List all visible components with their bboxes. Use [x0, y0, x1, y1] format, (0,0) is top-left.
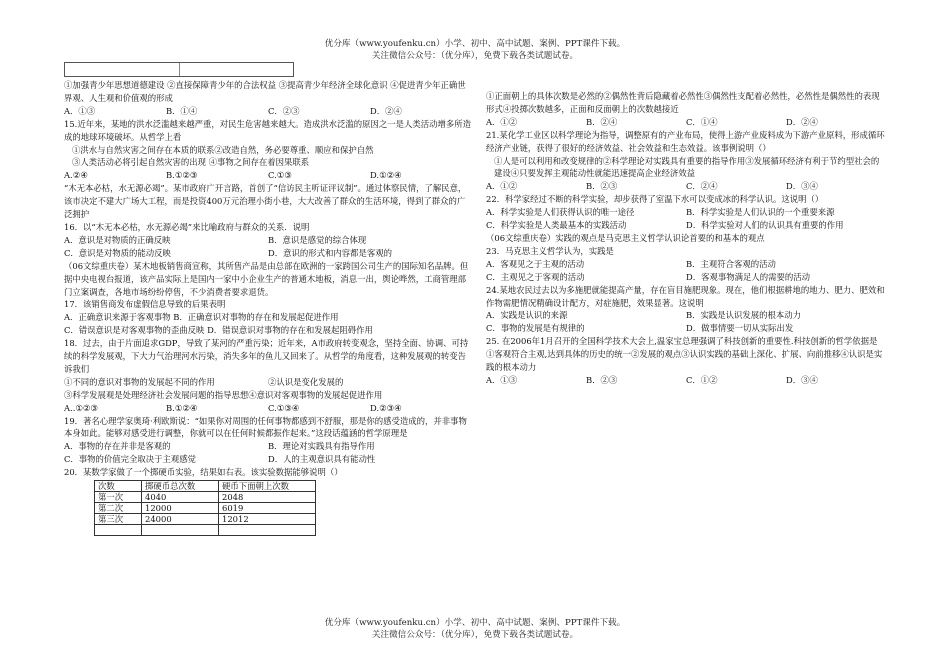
option: D．③④	[786, 374, 818, 385]
option: C．事物的发展是有规律的	[486, 323, 585, 334]
option: C．①④	[686, 116, 718, 127]
option: C．②③	[268, 105, 300, 116]
question-17: 17．该销售商发布虚假信息导致的后果表明	[64, 299, 226, 310]
table-cell: 第三次	[95, 514, 142, 525]
q18-options	[64, 402, 472, 415]
option: A..①②③	[64, 402, 98, 413]
header-line-1: 优分库（www.youfenku.cn）小学、初中、高中试题、案例、PPT课件下载。	[324, 39, 626, 49]
option: A．科学实验是人们获得认识的唯一途径	[486, 207, 635, 218]
q23-options-row-1	[486, 258, 886, 271]
option: C．事物的价值完全取决于主观感觉	[64, 454, 197, 465]
table-row	[95, 503, 316, 514]
table-cell: 24000	[142, 514, 219, 525]
table-header: 次数	[95, 481, 142, 492]
option: D．客观事物满足人的需要的活动	[686, 271, 810, 282]
intro-statements: ①加强青少年思想道德建设 ②直接保障青少年的合法权益 ③提高青少年经济全球化意识 ④促进青少年正确世界观、人生观和价值观的形成	[64, 80, 466, 103]
option: C.①③④	[268, 402, 300, 413]
table-header: 掷硬币总次数	[142, 481, 219, 492]
page-header	[0, 38, 950, 62]
table-cell: 4040	[142, 492, 219, 503]
question-16: 16．以“木无本必枯，水无源必竭”来比喻政府与群众的关系．说明	[64, 221, 310, 232]
question-25: 25. 在2006年1月召开的全国科学技术大会上,温家宝总理强调了科技创新的重要性.科技创新的哲学依据是	[486, 336, 878, 347]
option: C．科学实验是人类最基本的实践活动	[486, 220, 627, 231]
question-20: 20．某数学家做了一个掷硬币实验，结果如右表。该实验数据能够说明（）	[64, 467, 343, 478]
table-header-row	[95, 481, 316, 492]
question-23: 23．马克思主义哲学认为，实践是	[486, 245, 614, 256]
table-cell: 第一次	[95, 492, 142, 503]
q22-options-row-2	[486, 219, 886, 232]
q16-options-row-1	[64, 234, 472, 247]
q15-statements-b: ③人类活动必将引起自然灾害的出现 ④事物之间存在着因果联系	[72, 157, 310, 168]
q21-statements: ①人是可以利用和改变规律的②科学理论对实践具有重要的指导作用③发展循环经济有利于节约型社会的建设④只要发挥主观能动性就能迅速提高企业经济效益	[494, 155, 880, 179]
footer-line-2: 关注微信公众号：（优分库），免费下载各类试题试卷。	[371, 630, 579, 640]
option: D．人的主观意识具有能动性	[268, 454, 376, 465]
option: B．理论对实践具有指导作用	[268, 441, 375, 452]
q19-options-row-1	[64, 440, 472, 453]
option: B.①②③	[166, 170, 198, 181]
q22-options-row-1	[486, 206, 886, 219]
option: B．①④	[166, 105, 198, 116]
q17-options-a: A．正确意识来源于客观事物 B．正确意识对事物的存在和发展起促进作用	[64, 312, 339, 323]
option: B．主观符合客观的活动	[686, 258, 776, 269]
blank-cell	[65, 63, 180, 76]
option: D．做事情要一切从实际出发	[686, 323, 794, 334]
q24-options-row-2	[486, 322, 886, 335]
q23-context: （06文综重庆卷）实践的观点是马克思主义哲学认识论首要的和基本的观点	[486, 232, 765, 243]
table-row	[95, 492, 316, 503]
left-column	[64, 62, 472, 536]
option: A．客观见之于主观的活动	[486, 258, 585, 269]
question-19: 19．著名心理学家奥琦·利欧斯说：“如果你对周围的任何事物都感到不舒服，那是你的感受造成的，并非事物本身如此。能够对感受进行调整，你就可以在任何时候都振作起来。”这段话蕴涵的哲学原理是	[64, 415, 467, 439]
statement: ①不同的意识对事物的发展起不同的作用	[64, 376, 215, 387]
q19-options-row-2	[64, 453, 472, 466]
option: D．②④	[786, 116, 818, 127]
option: D．②④	[370, 105, 402, 116]
q20-options	[486, 116, 886, 129]
q25-options	[486, 374, 886, 387]
table-row	[95, 514, 316, 525]
option: B．科学实验是人们认识的一个重要来源	[686, 207, 835, 218]
table-header: 硬币下面朝上次数	[219, 481, 316, 492]
option: B．意识是感觉的综合体现	[268, 234, 367, 245]
option: C．意识是对物质的能动反映	[64, 247, 171, 258]
q24-options-row-1	[486, 309, 886, 322]
option: B.①②④	[166, 402, 198, 413]
intro-options	[64, 105, 472, 118]
q16-options-row-2	[64, 247, 472, 260]
option: A．实践是认识的来源	[486, 310, 568, 321]
question-18: 18．过去，由于片面追求GDP，导致了某河的严重污染；近年来，A市政府转变观念，坚持全面、协调、可持续的科学发展观，下大力气治理河水污染，消失多年的鱼儿又回来了。从哲学的角度看，这种发展观的转变告诉我们	[64, 338, 469, 374]
q17-options-b: C．错误意识是对客观事物的歪曲反映 D．错误意识对事物的存在和发展起阻碍作用	[64, 325, 373, 336]
question-22: 22．科学家经过不断的科学实验，却步获得了室温下水可以变成冰的科学认识。这说明（）	[486, 194, 824, 205]
question-24: 24.某地农民过去以为多施肥就能提高产量，存在盲目施肥现象。现在，他们根据耕地的地力、肥力、肥效和作物需肥情况精确设计配方，对症施肥，效果显著。这说明	[486, 284, 885, 308]
question-21: 21.某化学工业区以科学理论为指导，调整原有的产业布局，使得上游产业废料成为下游产业原料，形成循环经济产业链，获得了很好的经济效益、社会效益和生态效益。该事例说明（）	[486, 129, 885, 153]
question-15: 15.近年来，某地的洪水泛滥越来越严重，对民生危害越来越大。造成洪水泛滥的原因之一是人类活动增多所造成的地球环境破坏。从哲学上看	[64, 118, 471, 142]
table-row	[95, 525, 316, 536]
option: A．①③	[64, 105, 96, 116]
option: B．实践是认识发展的根本动力	[686, 310, 802, 321]
option: A．事物的存在并非是客观的	[64, 441, 171, 452]
option: B．②③	[586, 374, 618, 385]
option: D．③④	[786, 181, 818, 192]
option: C.①③	[268, 170, 292, 181]
table-cell: 12012	[219, 514, 316, 525]
footer-line-1: 优分库（www.youfenku.cn）小学、初中、高中试题、案例、PPT课件下载。	[324, 618, 626, 628]
option: A．①②	[486, 116, 518, 127]
blank-table-fragment	[64, 62, 294, 77]
option: D.②③④	[370, 402, 402, 413]
table-cell: 6019	[219, 503, 316, 514]
statement: ②认识是变化发展的	[268, 376, 344, 387]
q23-options-row-2	[486, 271, 886, 284]
option: D．科学实验对人们的认识具有重要的作用	[686, 220, 844, 231]
option: D．意识的形式和内容都是客观的	[268, 247, 392, 258]
option: C．②④	[686, 181, 718, 192]
option: C．①②	[686, 374, 718, 385]
blank-cell	[180, 63, 294, 76]
q15-statements-a: ①洪水与自然灾害之间存在本质的联系②改造自然，务必要尊重、顺应和保护自然	[72, 144, 374, 155]
option: A．意识是对物质的正确反映	[64, 234, 171, 245]
q18-statements-b: ③科学发展观是处理经济社会发展问题的指导思想④意识对客观事物的发展起促进作用	[64, 389, 383, 400]
option: A．①③	[486, 374, 518, 385]
option: B．②③	[586, 181, 618, 192]
coin-toss-table	[94, 480, 316, 536]
table-cell	[219, 525, 316, 536]
option: D.①②④	[370, 170, 402, 181]
option: C．主观见之于客观的活动	[486, 271, 585, 282]
table-cell: 12000	[142, 503, 219, 514]
right-column	[486, 90, 886, 387]
q20-statements: ①正面朝上的具体次数是必然的②偶然性背后隐藏着必然性③偶然性支配着必然性，必然性是偶然性的表现形式④投掷次数越多，正面和反面朝上的次数越接近	[486, 91, 880, 114]
q15-options	[64, 169, 472, 182]
option: A.②④	[64, 170, 88, 181]
q25-statements: ①客观符合主观,达到具体的历史的统一②发展的观点③认识实践的基础上深化、扩展、向前推移④认识是实践的根本动力	[486, 349, 883, 373]
table-cell	[95, 525, 142, 536]
option: A．①②	[486, 181, 518, 192]
option: B．②④	[586, 116, 618, 127]
table-cell: 2048	[219, 492, 316, 503]
page-footer	[0, 617, 950, 641]
q16-context: “木无本必枯，水无源必竭”。某市政府广开言路，首创了“信访民主听证评议制”。通过体察民情，了解民意，该市决定不建大广场大工程，而是投资400万元治理小街小巷，大大改善了群众的生活环境，得到了群众的广泛拥护	[64, 183, 467, 220]
header-line-2: 关注微信公众号：（优分库），免费下载各类试题试卷。	[371, 51, 579, 61]
table-cell	[142, 525, 219, 536]
q18-statements-a	[64, 376, 472, 389]
table-cell: 第二次	[95, 503, 142, 514]
q21-options	[486, 180, 886, 193]
q17-context: （06文综重庆卷）某木地板销售商宣称，其所售产品是由总部在欧洲的一家跨国公司生产的国际知名品牌。但据中央电视台报道，该产品实际上是国内一家中小企业生产的普通木地板，消息一出，舆论哗然，工商管理部门立案调查，各地市场纷纷停售，不少消费者要求退货。	[64, 260, 469, 297]
